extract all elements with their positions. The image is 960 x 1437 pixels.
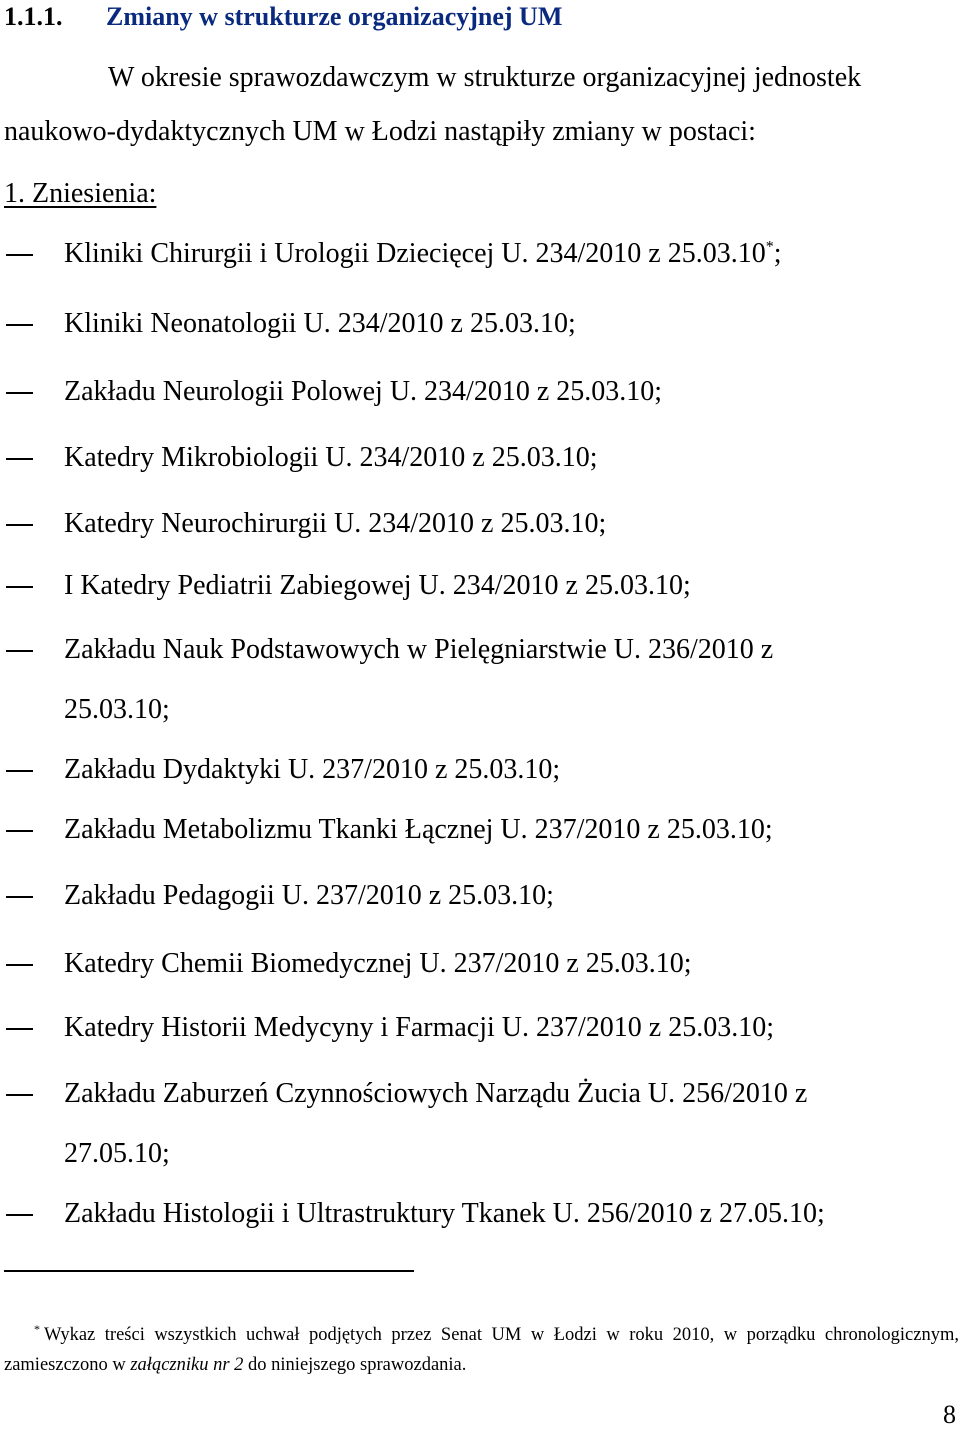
- list-item-text: Katedry Mikrobiologii U. 234/2010 z 25.03.10;: [64, 442, 598, 473]
- list-item-text: Katedry Historii Medycyny i Farmacji U. 237/2010 z 25.03.10;: [64, 1012, 774, 1043]
- list-item-suffix: ;: [773, 238, 782, 269]
- dash-bullet-icon: [6, 1094, 33, 1096]
- list-item-text: Zakładu Dydaktyki U. 237/2010 z 25.03.10;: [64, 754, 561, 785]
- intro-line-2: naukowo-dydaktycznych UM w Łodzi nastąpiły zmiany w postaci:: [4, 116, 756, 147]
- footnote-separator: [4, 1270, 414, 1272]
- dash-bullet-icon: [6, 1214, 33, 1216]
- list-item-continuation: 25.03.10;: [64, 694, 170, 725]
- list-item-text: Kliniki Chirurgii i Urologii Dziecięcej U. 234/2010 z 25.03.10*;: [64, 238, 782, 269]
- footnote-reference: *: [765, 238, 774, 256]
- dash-bullet-icon: [6, 524, 33, 526]
- footnote-text-italic: załączniku nr 2: [130, 1355, 244, 1375]
- list-item-text: Zakładu Nauk Podstawowych w Pielęgniarstwie U. 236/2010 z: [64, 634, 774, 665]
- footnote-text-after: do niniejszego sprawozdania.: [243, 1355, 467, 1375]
- dash-bullet-icon: [6, 392, 33, 394]
- dash-bullet-icon: [6, 830, 33, 832]
- dash-bullet-icon: [6, 324, 33, 326]
- section-heading: [4, 0, 562, 34]
- section-number: 1.1.1.: [4, 2, 63, 31]
- list-item-text: Katedry Neurochirurgii U. 234/2010 z 25.03.10;: [64, 508, 607, 539]
- list-item-text: Zakładu Zaburzeń Czynnościowych Narządu Żucia U. 256/2010 z: [64, 1078, 808, 1109]
- list-item-text: I Katedry Pediatrii Zabiegowej U. 234/2010 z 25.03.10;: [64, 570, 691, 601]
- list-item-continuation: 27.05.10;: [64, 1138, 170, 1169]
- dash-bullet-icon: [6, 1028, 33, 1030]
- dash-bullet-icon: [6, 254, 33, 256]
- section-title: Zmiany w strukturze organizacyjnej UM: [106, 2, 563, 31]
- dash-bullet-icon: [6, 458, 33, 460]
- dash-bullet-icon: [6, 964, 33, 966]
- list-item-text: Zakładu Histologii i Ultrastruktury Tkanek U. 256/2010 z 27.05.10;: [64, 1198, 825, 1229]
- list-item-text: Zakładu Pedagogii U. 237/2010 z 25.03.10;: [64, 880, 554, 911]
- footnote: [4, 1320, 959, 1380]
- dash-bullet-icon: [6, 650, 33, 652]
- list-subheading: 1. Zniesienia:: [4, 178, 157, 209]
- intro-line-1: W okresie sprawozdawczym w strukturze organizacyjnej jednostek: [108, 62, 862, 93]
- list-item-text: Zakładu Metabolizmu Tkanki Łącznej U. 237/2010 z 25.03.10;: [64, 814, 773, 845]
- page-number: 8: [943, 1400, 956, 1429]
- footnote-text-before: Wykaz treści wszystkich uchwał podjętych przez Senat UM w Łodzi w roku 2010, w porządku chronologicznym, zamieszczono w: [4, 1325, 959, 1375]
- dash-bullet-icon: [6, 770, 33, 772]
- dash-bullet-icon: [6, 586, 33, 588]
- footnote-mark: *: [34, 1321, 40, 1336]
- list-item-text: Kliniki Neonatologii U. 234/2010 z 25.03.10;: [64, 308, 576, 339]
- dash-bullet-icon: [6, 896, 33, 898]
- list-item-text: Katedry Chemii Biomedycznej U. 237/2010 z 25.03.10;: [64, 948, 692, 979]
- list-item-text: Zakładu Neurologii Polowej U. 234/2010 z 25.03.10;: [64, 376, 663, 407]
